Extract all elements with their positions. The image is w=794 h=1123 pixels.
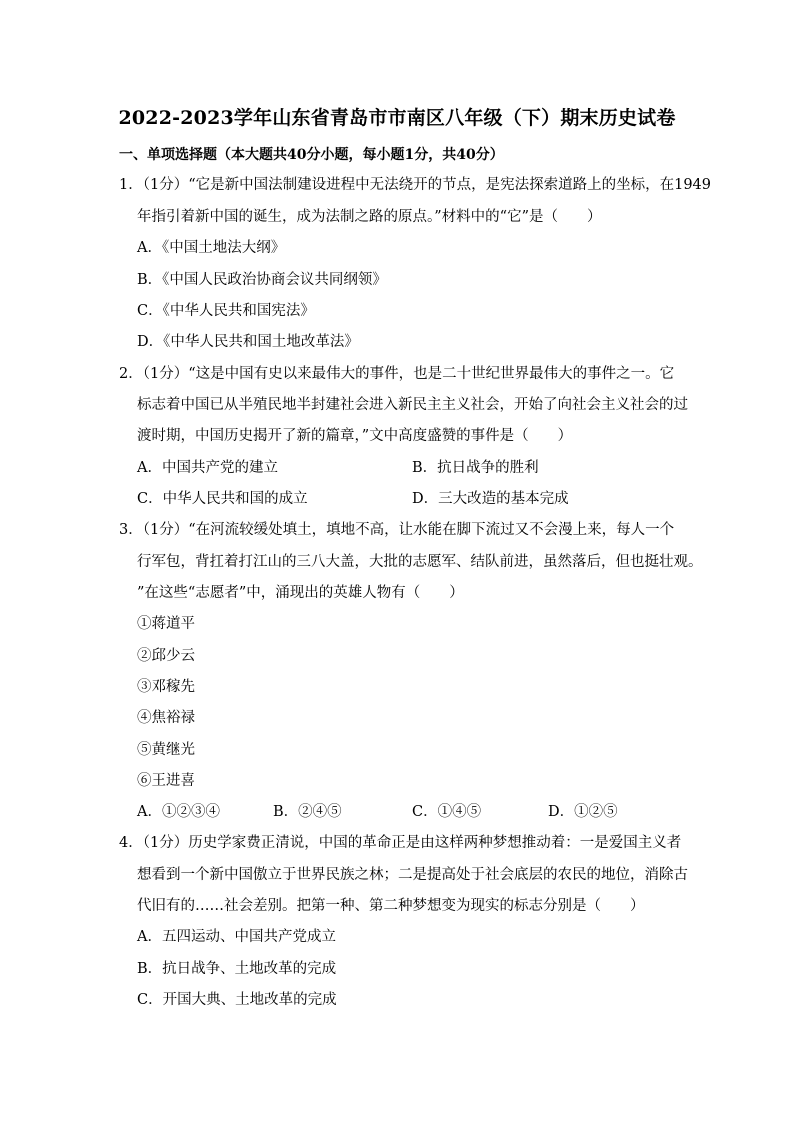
q4-line-2: 想看到一个新中国傲立于世界民族之林；二是提高处于社会底层的农民的地位，消除古 bbox=[137, 867, 688, 883]
q4-choice-a: A．五四运动、中国共产党成立 bbox=[137, 929, 336, 945]
q4-line-3: 代旧有的……社会差别。把第一种、第二种梦想变为现实的标志分别是（ ） bbox=[137, 898, 645, 914]
q1-choice-a: A．《中国土地法大纲》 bbox=[137, 240, 286, 256]
q1-choice-b: B．《中国人民政治协商会议共同纲领》 bbox=[137, 272, 387, 288]
q3-item-1: ①蒋道平 bbox=[137, 616, 195, 632]
q1-choice-d: D．《中华人民共和国土地改革法》 bbox=[137, 334, 359, 350]
q2-line-1: 2．（1分）“这是中国有史以来最伟大的事件，也是二十世纪世界最伟大的事件之一。它 bbox=[119, 366, 675, 382]
q3-choice-c: C．①④⑤ bbox=[412, 804, 482, 820]
q2-choice-a: A．中国共产党的建立 bbox=[137, 460, 278, 476]
q4-line-1: 4．（1分）历史学家费正清说，中国的革命正是由这样两种梦想推动着：一是爱国主义者 bbox=[119, 835, 682, 851]
q1-line-2: 年指引着新中国的诞生，成为法制之路的原点。”材料中的“它”是（ ） bbox=[137, 209, 602, 225]
section-heading: 一、单项选择题（本大题共40分小题，每小题1分，共40分） bbox=[119, 147, 504, 163]
q4-choice-c: C．开国大典、土地改革的完成 bbox=[137, 992, 337, 1008]
q2-choice-d: D．三大改造的基本完成 bbox=[412, 491, 569, 507]
q2-line-2: 标志着中国已从半殖民地半封建社会进入新民主主义社会，开始了向社会主义社会的过 bbox=[137, 397, 688, 413]
q3-item-3: ③邓稼先 bbox=[137, 679, 195, 695]
q3-line-1: 3．（1分）“在河流较缓处填土，填地不高，让水能在脚下流过又不会漫上来，每人一个 bbox=[119, 522, 675, 538]
q3-choice-a: A．①②③④ bbox=[137, 804, 220, 820]
q1-choice-c: C．《中华人民共和国宪法》 bbox=[137, 303, 315, 319]
q3-choice-b: B．②④⑤ bbox=[273, 804, 342, 820]
q3-line-3: ”在这些“志愿者”中，涌现出的英雄人物有（ ） bbox=[137, 585, 464, 601]
q3-item-6: ⑥王进喜 bbox=[137, 773, 195, 789]
q3-choice-d: D．①②⑤ bbox=[548, 804, 618, 820]
q3-item-4: ④焦裕禄 bbox=[137, 710, 195, 726]
q2-choice-b: B．抗日战争的胜利 bbox=[412, 460, 539, 476]
q2-choice-c: C．中华人民共和国的成立 bbox=[137, 491, 308, 507]
q3-item-5: ⑤黄继光 bbox=[137, 742, 195, 758]
q1-line-1: 1．（1分）“它是新中国法制建设进程中无法绕开的节点，是宪法探索道路上的坐标，在1949 bbox=[119, 177, 712, 193]
q2-line-3: 渡时期，中国历史揭开了新的篇章，”文中高度盛赞的事件是（ ） bbox=[137, 428, 573, 444]
q3-item-2: ②邱少云 bbox=[137, 648, 195, 664]
exam-title: 2022-2023学年山东省青岛市市南区八年级（下）期末历史试卷 bbox=[118, 107, 676, 129]
q4-choice-b: B．抗日战争、土地改革的完成 bbox=[137, 961, 337, 977]
q3-line-2: 行军包，背扛着打江山的三八大盖，大批的志愿军、结队前进，虽然落后，但也挺壮观。 bbox=[137, 554, 703, 570]
